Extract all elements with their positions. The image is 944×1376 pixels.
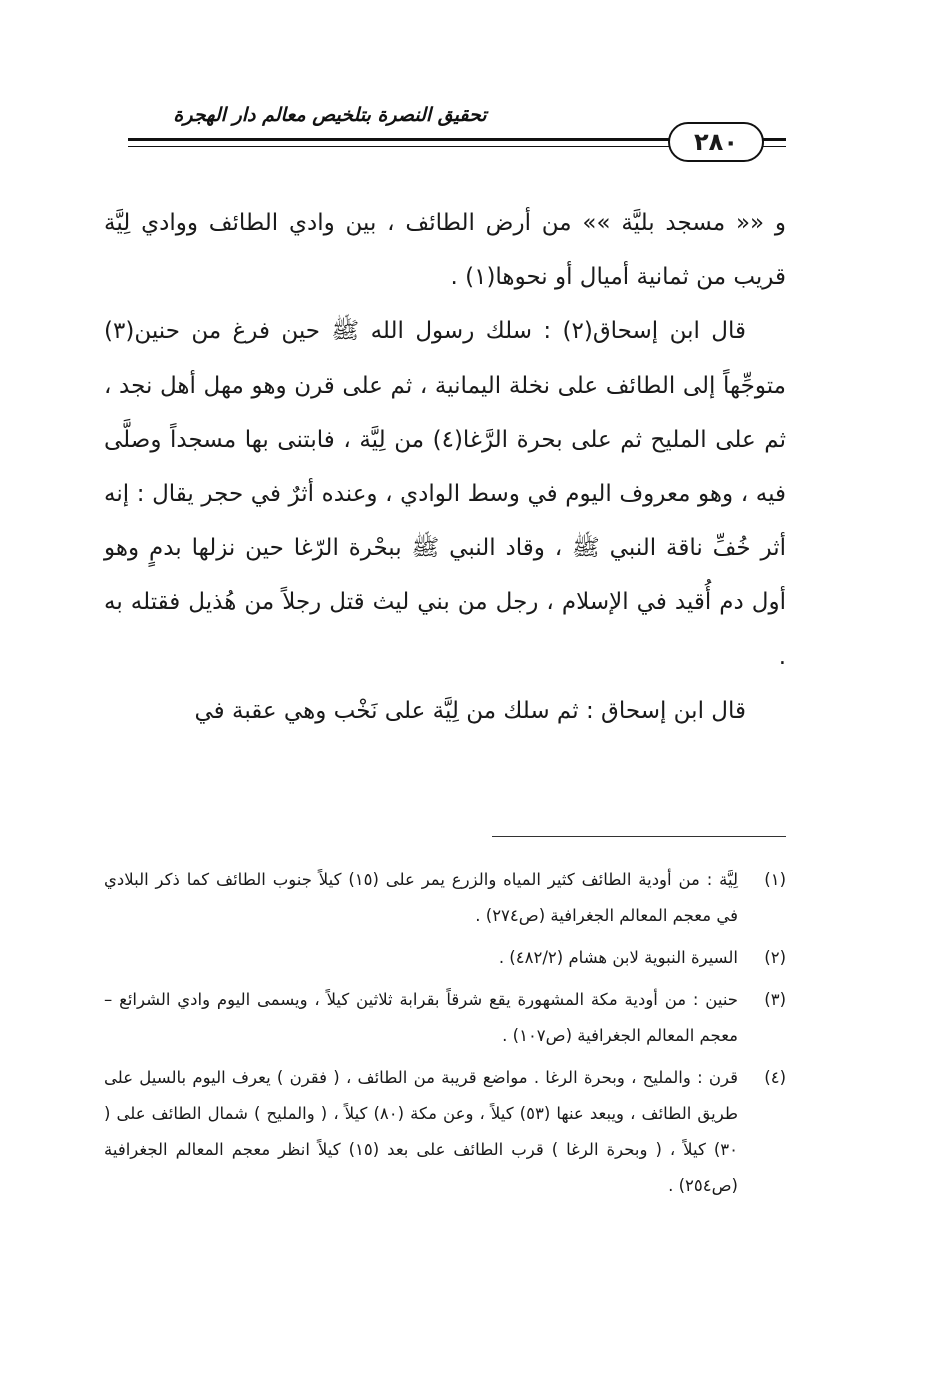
header-rule-thin (128, 146, 672, 147)
footnote-4 (104, 1060, 786, 1204)
paragraph: قال ابن إسحاق(٢) : سلك رسول الله ﷺ حين فرغ من حنين(٣) متوجِّهاً إلى الطائف على نخلة اليمانية ، ثم على قرن وهو مهل أهل نجد ، ثم على المليح ثم على بحرة الرَّغا(٤) من لِيَّة ، فابتنى بها مسجداً وصلَّى فيه ، وهو معروف اليوم في وسط الوادي ، وعنده أثرٌ في حجر يقال : إنه أثر خُفِّ ناقة النبي ﷺ ، وقاد النبي ﷺ ببحْرة الرّغا حين نزلها بدمٍ وهو أول دم أُقيد في الإسلام ، رجل من بني ليث قتل رجلاً من هُذيل فقتله به . (104, 318, 787, 670)
footnote-number: (١) (764, 870, 786, 889)
main-text (104, 196, 786, 738)
footnote-separator (492, 836, 786, 837)
footnote-2 (104, 940, 786, 976)
paragraph: قال ابن إسحاق : ثم سلك من لِيَّة على نَخْب وهي عقبة في (194, 697, 746, 724)
footnote-text: السيرة النبوية لابن هشام (٤٨٢/٢) . (498, 948, 738, 967)
footnote-number: (٤) (764, 1068, 786, 1087)
header-rule-thick (128, 138, 672, 141)
footnote-text: قرن : والمليح ، وبحرة الرغا . مواضع قريبة من الطائف ، ( فقرن ) يعرف اليوم بالسيل على طريق الطائف ، ويبعد عنها (٥٣) كيلاً ، وعن مكة (٨٠) كيلاً ، ( والمليح ) شمال الطائف على ( ٣٠) كيلاً ، ( وبحرة الرغا ) قرب الطائف على بعد (١٥) كيلاً انظر معجم المعالم الجغرافية (ص٢٥٤) . (104, 1068, 738, 1195)
footnote-text: لِيَّة : من أودية الطائف كثير المياه والزرع يمر على (١٥) كيلاً جنوب الطائف كما ذكر البلادي في معجم المعالم الجغرافية (ص٢٧٤) . (104, 870, 738, 925)
footnotes (104, 862, 786, 1210)
footnote-3 (104, 982, 786, 1054)
running-header-title: تحقيق النصرة بتلخيص معالم دار الهجرة (173, 104, 487, 126)
footnote-text: حنين : من أودية مكة المشهورة يقع شرقاً بقرابة ثلاثين كيلاً ، ويسمى اليوم وادي الشرائع – معجم المعالم الجغرافية (ص١٠٧) . (104, 990, 738, 1045)
footnote-1 (104, 862, 786, 934)
paragraph: و «« مسجد بليَّة »» من أرض الطائف ، بين وادي الطائف ووادي لِيَّة قريب من ثمانية أميال أو نحوها(١) . (104, 210, 786, 291)
page-number: ٢٨٠ (668, 122, 764, 162)
header-rule-right-thin (760, 146, 786, 147)
footnote-number: (٣) (764, 990, 786, 1009)
footnote-number: (٢) (764, 948, 786, 967)
